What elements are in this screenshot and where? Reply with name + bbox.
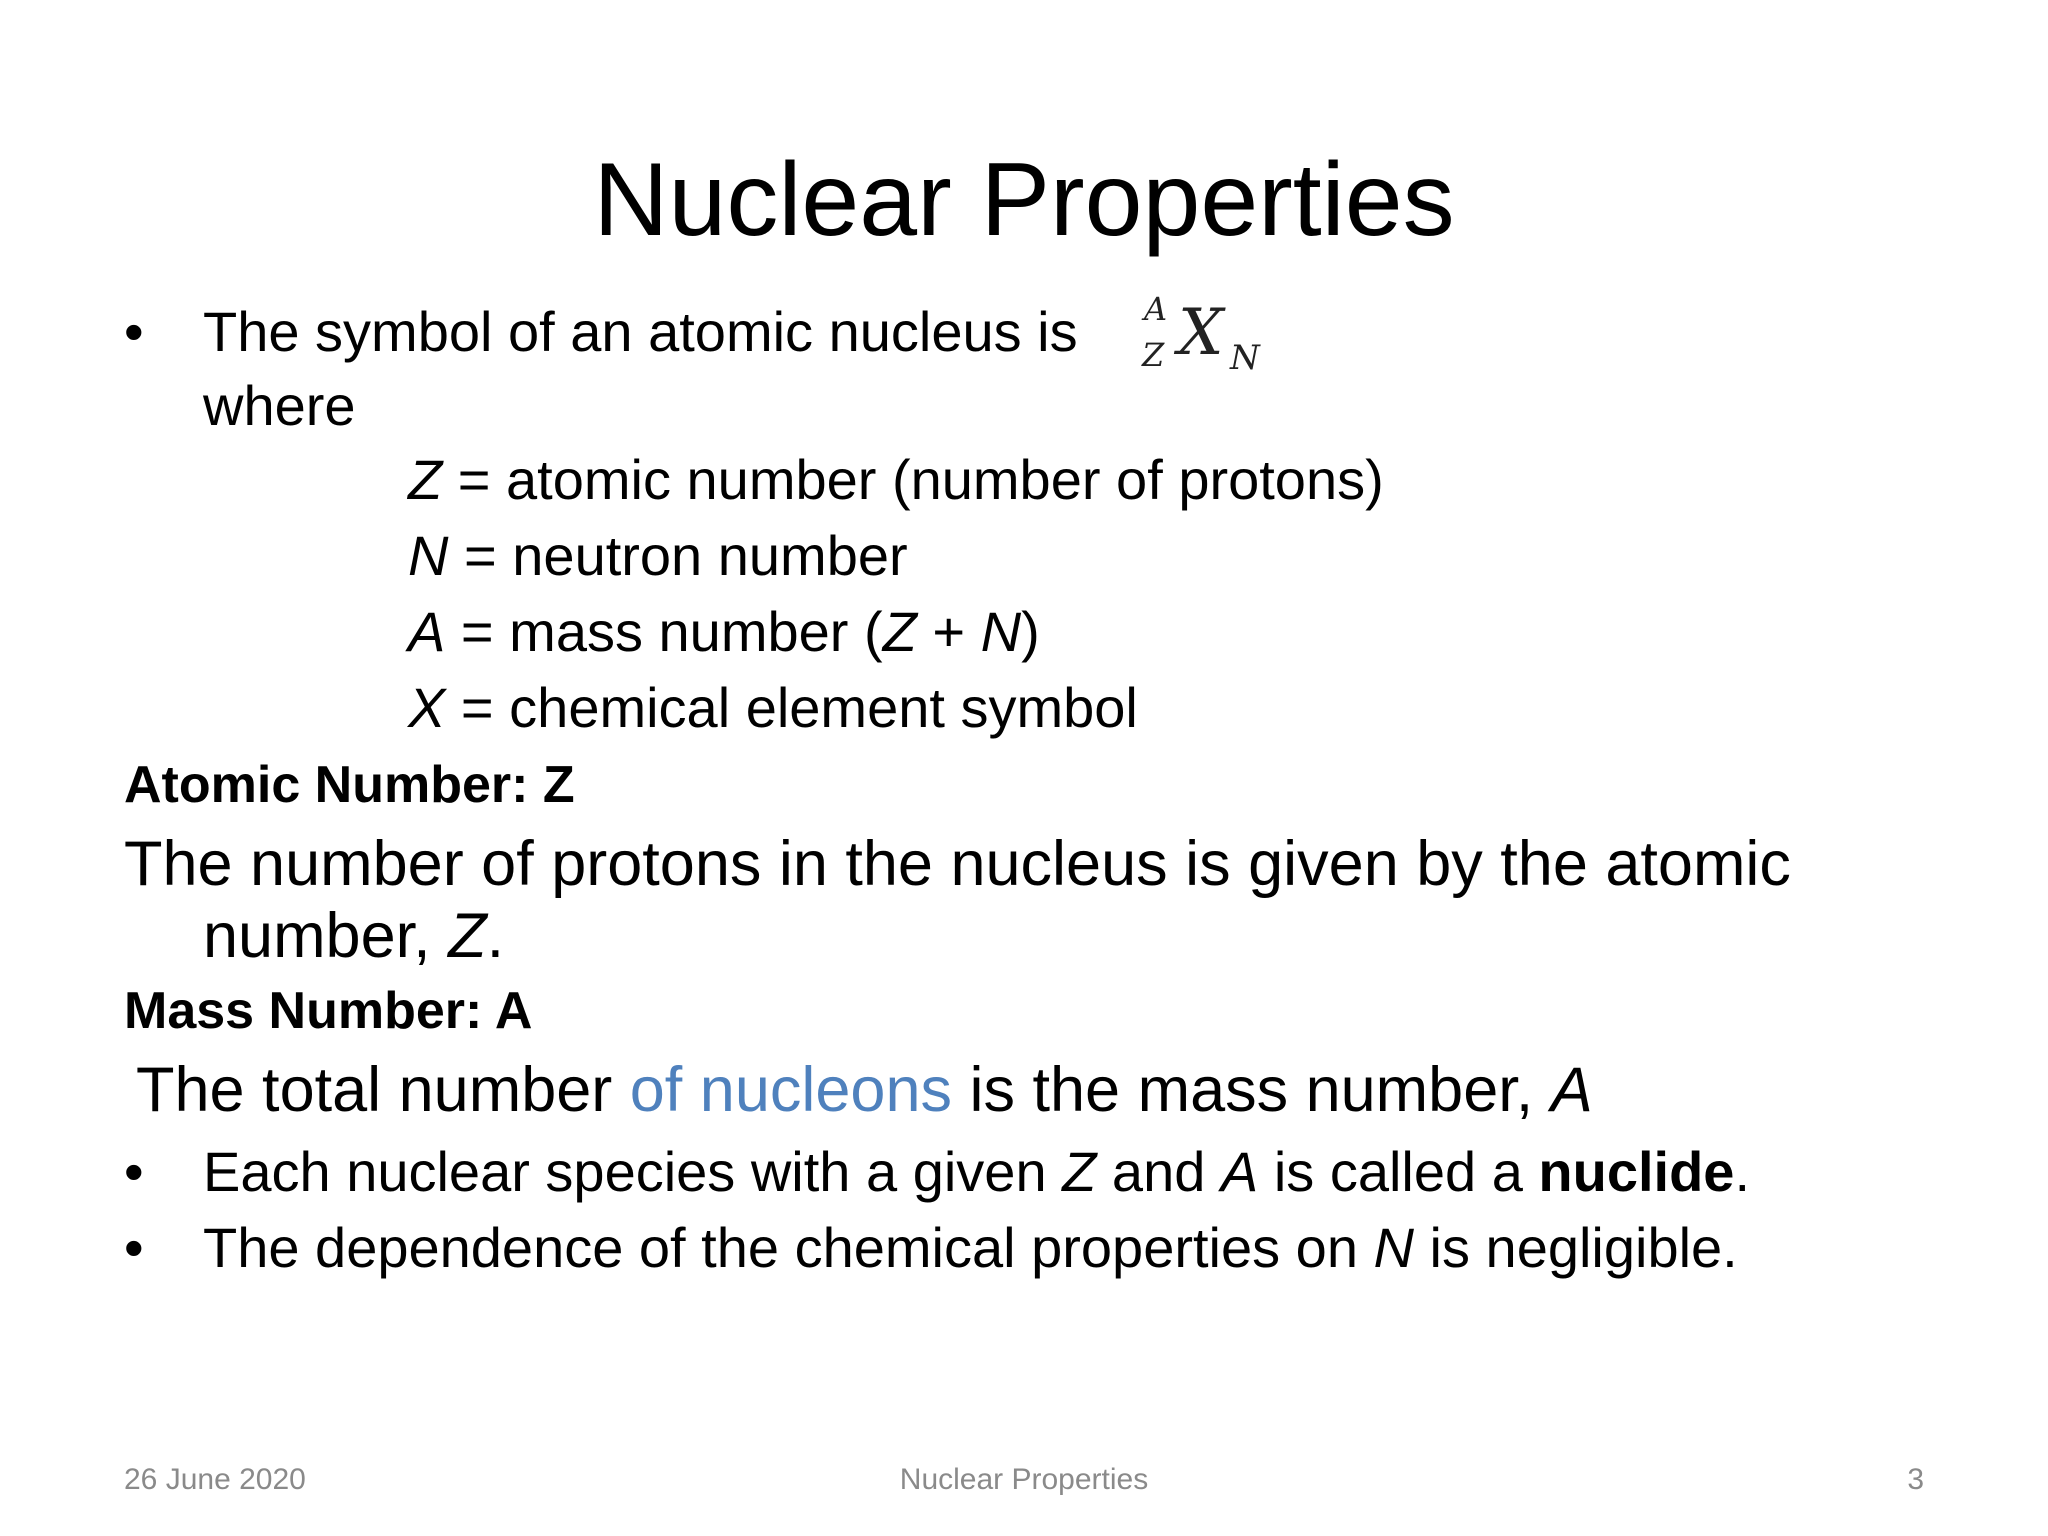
definition-x: X = chemical element symbol [408, 676, 1138, 739]
formula-neutron-number: N [1230, 338, 1260, 378]
footer-title: Nuclear Properties [899, 1463, 1149, 1496]
nuclide-bullet: Each nuclear species with a given Z and A is called a nuclide. [203, 1140, 1751, 1203]
atomic-number-text-1: The number of protons in the nucleus is given by the atomic [124, 829, 1791, 899]
atomic-number-heading: Atomic Number: Z [124, 756, 575, 814]
nucleus-symbol-formula [1138, 292, 1268, 384]
slide-title: Nuclear Properties [593, 142, 1455, 258]
formula-element-symbol: X [1178, 296, 1224, 370]
dependence-bullet: The dependence of the chemical properties on N is negligible. [203, 1216, 1738, 1279]
definition-n: N = neutron number [408, 524, 908, 587]
definition-z: Z = atomic number (number of protons) [408, 448, 1384, 511]
bullet-icon: • [124, 300, 144, 363]
intro-text: The symbol of an atomic nucleus is [203, 300, 1078, 363]
mass-number-text: The total number of nucleons is the mass number, A [136, 1055, 1593, 1125]
where-text: where [203, 374, 356, 437]
footer-date: 26 June 2020 [124, 1463, 306, 1496]
bullet-icon: • [124, 1216, 144, 1279]
atomic-number-text-2: number, Z. [203, 901, 505, 971]
mass-number-heading: Mass Number: A [124, 982, 533, 1040]
bullet-icon: • [124, 1140, 144, 1203]
formula-atomic-number: Z [1142, 336, 1165, 374]
page-number: 3 [1907, 1463, 1924, 1496]
definition-a: A = mass number (Z + N) [408, 600, 1040, 663]
nucleons-link[interactable]: of nucleons [629, 1055, 952, 1125]
formula-mass-number: A [1144, 290, 1168, 328]
